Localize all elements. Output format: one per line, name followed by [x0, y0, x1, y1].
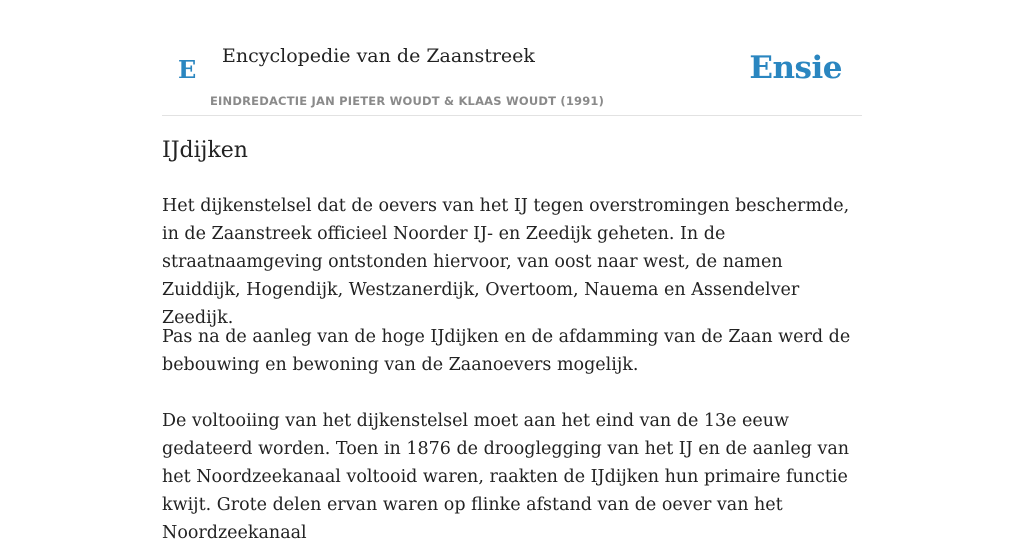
site-title-link[interactable]: Encyclopedie van de Zaanstreek [222, 45, 535, 67]
page [162, 0, 862, 543]
article-title: IJdijken [162, 138, 248, 163]
article-paragraph: Pas na de aanleg van de hoge IJdijken en de afdamming van de Zaan werd de bebouwing en bewoning van de Zaanoevers mogelijk. [162, 327, 851, 375]
site-header [162, 0, 862, 116]
encyclopedia-logo-icon[interactable]: E [178, 55, 197, 84]
editor-credit: EINDREDACTIE JAN PIETER WOUDT & KLAAS WOUDT (1991) [210, 94, 605, 108]
article-paragraph: De voltooiing van het dijkenstelsel moet aan het eind van de 13e eeuw gedateerd worden. Toen in 1876 de drooglegging van het IJ en de aanleg van het Noordzeekanaal voltooid waren, raakten de IJdijken hun primaire functie kwijt. Grote delen ervan waren op flinke afstand van de oever van het Noordzeekanaal [162, 411, 850, 543]
article-paragraph: Het dijkenstelsel dat de oevers van het IJ tegen overstromingen beschermde, in de Zaanstreek officieel Noorder IJ- en Zeedijk geheten. In de straatnaamgeving ontstonden hiervoor, van oost naar west, de namen Zuiddijk, Hogendijk, Westzanerdijk, Overtoom, Nauema en Assendelver Zeedijk. [162, 196, 850, 328]
ensie-brand-logo[interactable]: Ensie [749, 50, 842, 86]
